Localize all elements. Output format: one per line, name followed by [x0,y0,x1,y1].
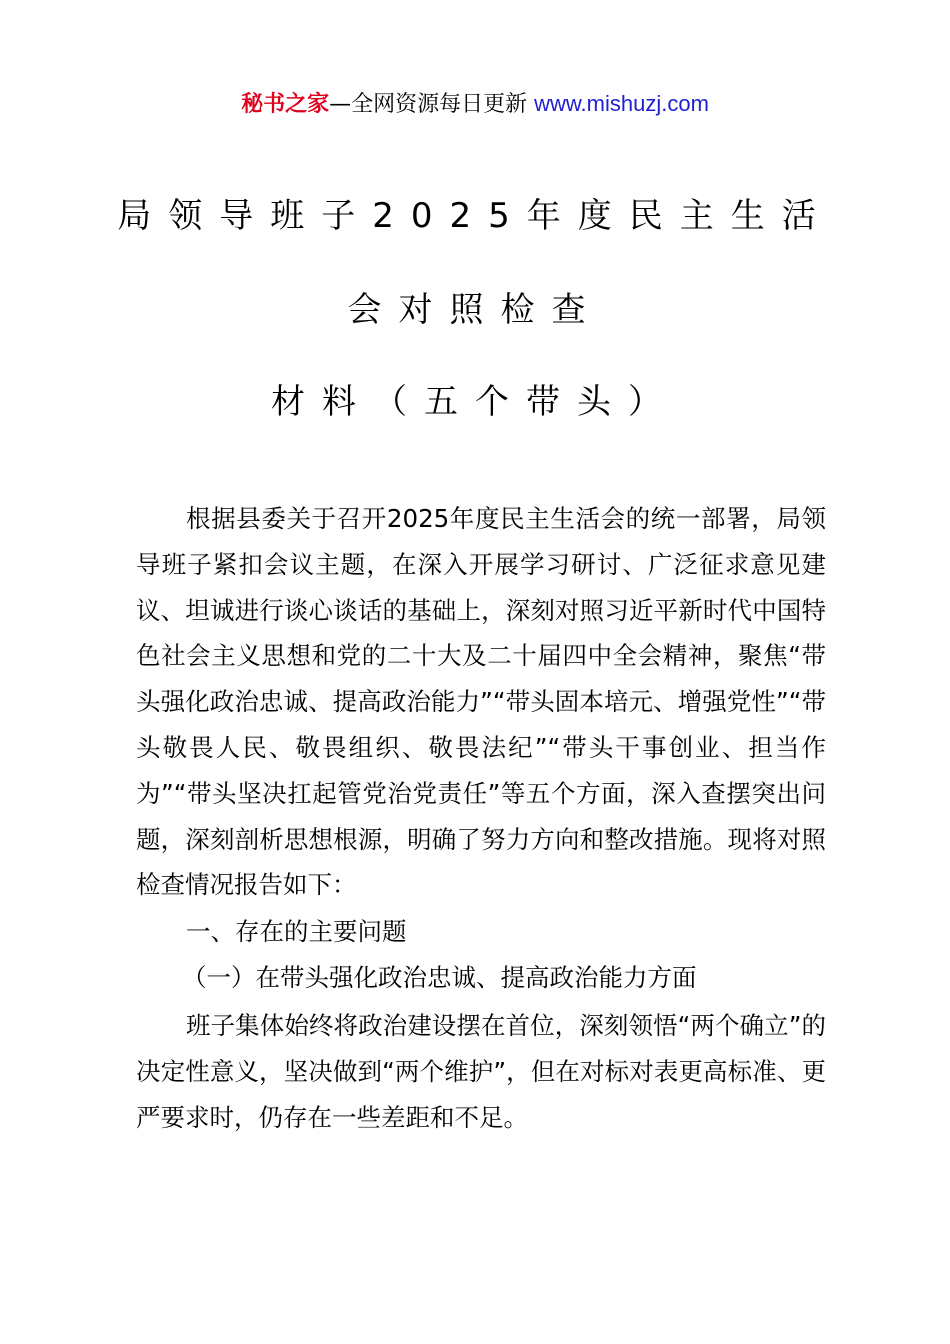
section-heading: 一、存在的主要问题 [186,917,407,946]
subsection-paragraph: 班子集体始终将政治建设摆在首位，深刻领悟“两个确立”的决定性意义，坚决做到“两个维护”，但在对标对表更高标准、更严要求时，仍存在一些差距和不足。 [136,1011,826,1132]
site-url-link[interactable]: www.mishuzj.com [534,91,709,116]
document-title-line-1: 局领导班子2025年度民主生活 [117,196,833,236]
site-header [0,88,950,121]
header-tagline: —全网资源每日更新 [329,92,528,117]
document-title-line-2: 会对照检查 [347,290,603,330]
subsection-heading: （一）在带头强化政治忠诚、提高政治能力方面 [182,963,697,992]
document-title-line-3: 材料（五个带头） [271,382,679,422]
intro-paragraph: 根据县委关于召开2025年度民主生活会的统一部署，局领导班子紧扣会议主题，在深入开展学习研讨、广泛征求意见建议、坦诚进行谈心谈话的基础上，深刻对照习近平新时代中国特色社会主义思想和党的二十大及二十届四中全会精神，聚焦“带头强化政治忠诚、提高政治能力”“带头固本培元、增强党性”“带头敬畏人民、敬畏组织、敬畏法纪”“带头干事创业、担当作为”“带头坚决扛起管党治党责任”等五个方面，深入查摆突出问题，深刻剖析思想根源，明确了努力方向和整改措施。现将对照检查情况报告如下： [136,504,826,900]
brand-name: 秘书之家 [241,92,330,117]
